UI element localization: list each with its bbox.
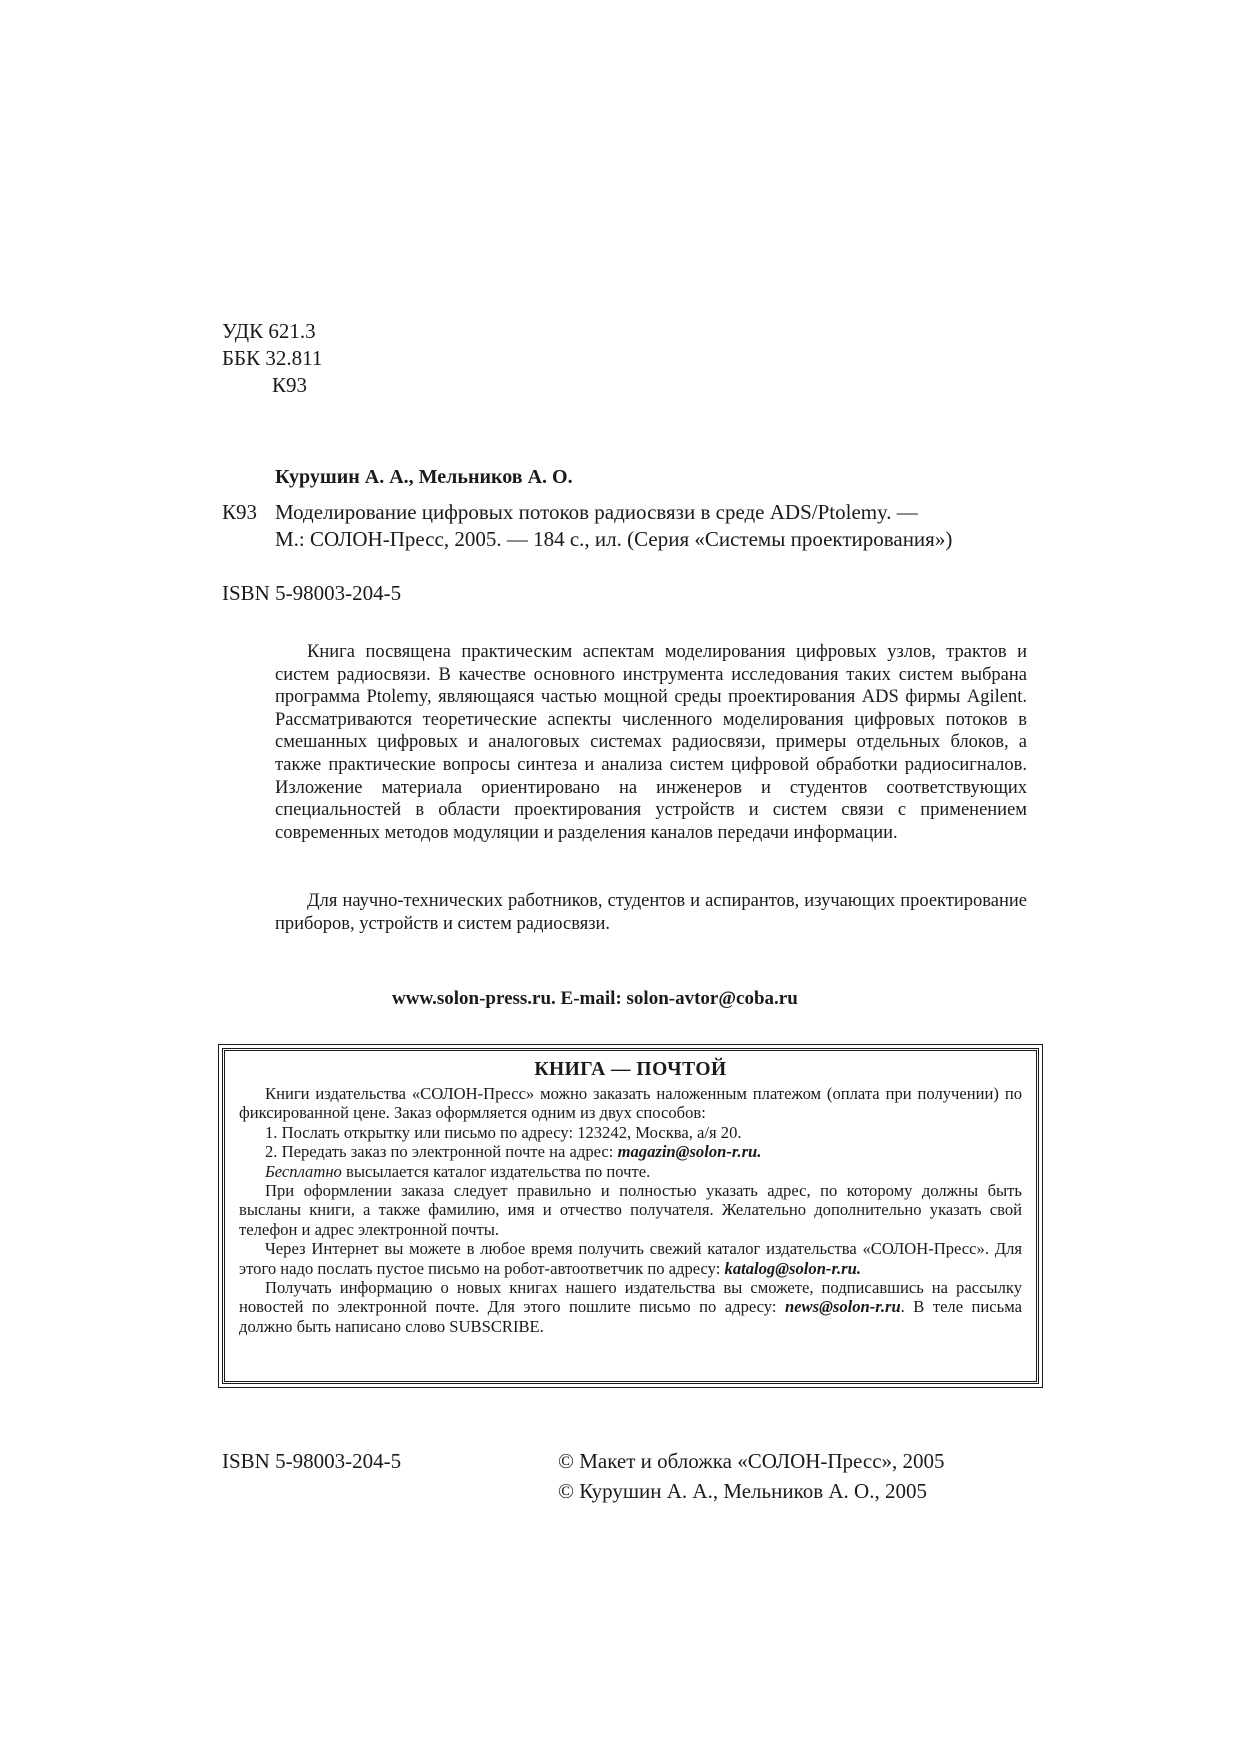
copyright-layout: © Макет и обложка «СОЛОН-Пресс», 2005	[558, 1449, 945, 1473]
udk-code: УДК 621.3	[222, 319, 316, 343]
biblio-title-line2: М.: СОЛОН-Пресс, 2005. — 184 с., ил. (Серия «Системы проектирования»)	[275, 527, 953, 551]
mail-order-info: При оформлении заказа следует правильно и полностью указать адрес, по которому должны быть высланы книги, а также фамилию, имя и отчество получателя. Желательно дополнительно указать свой телефон и адрес электронной почты.	[239, 1181, 1022, 1239]
magazin-email-link[interactable]: magazin@solon-r.ru.	[617, 1142, 762, 1162]
mail-order-title: КНИГА — ПОЧТОЙ	[534, 1059, 727, 1080]
news-email-link[interactable]: news@solon-r.ru	[784, 1297, 901, 1317]
mail-order-internet: Через Интернет вы можете в любое время получить свежий каталог издательства «СОЛОН-Пресс». Для этого надо послать пустое письмо на робот-автоответчик по адресу: katalog@solon-r.ru.	[239, 1239, 1022, 1278]
biblio-isbn: ISBN 5-98003-204-5	[222, 581, 402, 605]
biblio-mark: К93	[222, 500, 258, 524]
biblio-title-line1: Моделирование цифровых потоков радиосвязи в среде ADS/Ptolemy. —	[275, 500, 918, 524]
mail-order-way1: 1. Послать открытку или письмо по адресу: 123242, Москва, а/я 20.	[265, 1122, 742, 1142]
abstract-paragraph: Книга посвящена практическим аспектам моделирования цифровых узлов, трактов и систем радиосвязи. В качестве основного инструмента исследования таких систем выбрана программа Ptolemy, являющаяся частью мощной среды проектирования ADS фирмы Agilent. Рассматриваются теоретические аспекты численного моделирования цифровых потоков в смешанных цифровых и аналоговых системах радиосвязи, примеры отдельных блоков, а также практические вопросы синтеза и анализа систем цифровой обработки радиосигналов. Изложение материала ориентировано на инженеров и студентов соответствующих специальностей в области проектирования устройств и систем связи с применением современных методов модуляции и разделения каналов передачи информации.	[275, 642, 1027, 843]
katalog-email-link[interactable]: katalog@solon-r.ru.	[724, 1258, 861, 1278]
mail-order-box	[222, 1048, 1039, 1384]
author-mark: К93	[272, 373, 308, 397]
audience-paragraph: Для научно-технических работников, студентов и аспирантов, изучающих проектирование приборов, устройств и систем радиосвязи.	[275, 891, 1027, 934]
copyright-authors: © Курушин А. А., Мельников А. О., 2005	[558, 1479, 927, 1503]
mail-order-catalog: Бесплатно высылается каталог издательства по почте.	[265, 1161, 651, 1181]
footer-isbn: ISBN 5-98003-204-5	[222, 1449, 402, 1473]
book-authors: Курушин А. А., Мельников А. О.	[275, 466, 573, 488]
bbk-code: ББК 32.811	[222, 346, 323, 370]
mail-order-intro: Книги издательства «СОЛОН-Пресс» можно заказать наложенным платежом (оплата при получении) по фиксированной цене. Заказ оформляется одним из двух способов:	[239, 1084, 1022, 1123]
mail-order-way2: 2. Передать заказ по электронной почте на адрес: magazin@solon-r.ru.	[265, 1142, 762, 1162]
mail-order-news: Получать информацию о новых книгах нашего издательства вы сможете, подписавшись на рассылку новостей по электронной почте. Для этого пошлите письмо по адресу: news@solon-r.ru. В теле письма должно быть написано слово SUBSCRIBE.	[239, 1278, 1022, 1336]
contact-line: www.solon-press.ru. E-mail: solon-avtor@coba.ru	[392, 988, 798, 1009]
